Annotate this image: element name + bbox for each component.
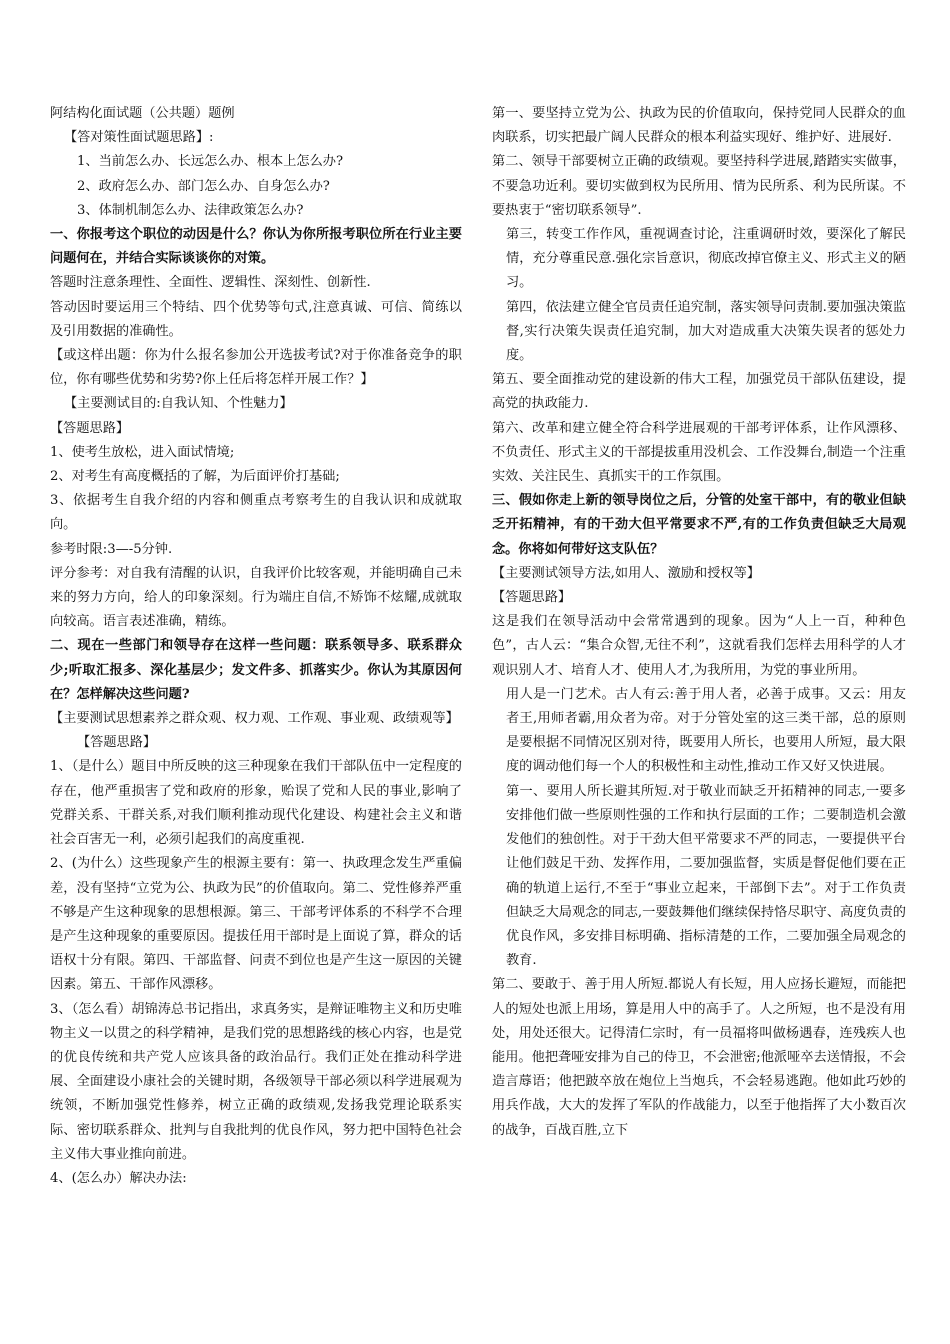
list-item: 1、使考生放松，进入面试情境;: [50, 444, 235, 460]
paragraph: 【主要测试目的:自我认知、个性魅力】: [64, 396, 293, 412]
paragraph: 第四，依法建立健全官员责任追究制，落实领导问责制.要加强决策监督,实行决策失误责任追究制，加大对造成重大决策失误者的惩处力度。: [506, 299, 906, 364]
paragraph: 【或这样出题：你为什么报名参加公开选拔考试?对于你准备竞争的职位，你有哪些优势和劣势?你上任后将怎样开展工作？】: [50, 348, 462, 388]
right-column: [492, 102, 906, 1143]
paragraph: 【主要测试领导方法,如用人、激励和授权等】: [492, 565, 760, 581]
question-heading: 三、假如你走上新的领导岗位之后，分管的处室干部中，有的敬业但缺乏开拓精神，有的干劲大但平常要求不严,有的工作负责但缺乏大局观念。你将如何带好这支队伍？: [492, 493, 906, 557]
paragraph: 【答对策性面试题思路】:: [64, 130, 214, 146]
paragraph: 第五、要全面推动党的建设新的伟大工程，加强党员干部队伍建设，提高党的执政能力.: [492, 372, 906, 412]
question-heading: 二、现在一些部门和领导存在这样一些问题：联系领导多、联系群众少;听取汇报多、深化基层少；发文件多、抓落实少。你认为其原因何在？怎样解决这些问题?: [50, 638, 462, 702]
paragraph: 1、（是什么）题目中所反映的这三种现象在我们干部队伍中一定程度的存在，他严重损害了党和政府的形象，贻误了党和人民的事业,影响了党群关系、干群关系,对我们顺利推动现代化建设、构建社会主义和谐社会百害无一利，必须引起我们的高度重视.: [50, 759, 462, 848]
paragraph: 【答题思路】: [50, 420, 130, 436]
paragraph: 2、(为什么）这些现象产生的根源主要有：第一、执政理念发生严重偏差，没有坚持“立党为公、执政为民”的价值取向。第二、党性修养严重不够是产生这种现象的思想根源。第三、干部考评体系的不科学不合理是产生这种现象的重要原因。提拔任用干部时是上面说了算，群众的话语权十分有限。第四、干部监督、问责不到位也是产生这一原因的关键因素。第五、干部作风漂移。: [50, 856, 462, 993]
list-item: 3、依据考生自我介绍的内容和侧重点考察考生的自我认识和成就取向。: [50, 493, 462, 533]
paragraph: 第三，转变工作作风，重视调查讨论，注重调研时效，要深化了解民情，充分尊重民意.强化宗旨意识，彻底改掉官僚主义、形式主义的陋习。: [506, 227, 906, 291]
paragraph: 阿结构化面试题（公共题）题例: [50, 106, 235, 121]
paragraph: 第一、要坚持立党为公、执政为民的价值取向，保持党同人民群众的血肉联系，切实把最广阔人民群众的根本利益实现好、维护好、进展好.: [492, 106, 906, 146]
list-item: 2、政府怎么办、部门怎么办、自身怎么办?: [77, 178, 330, 194]
paragraph: 4、(怎么办）解决办法:: [50, 1170, 187, 1186]
paragraph: 这是我们在领导活动中会常常遇到的现象。因为“人上一百，种种色色”，古人云：“集合众智,无往不利”，这就看我们怎样去用科学的人才观识别人才、培育人才、使用人才,为我所用，为党的事业所用。: [492, 614, 906, 678]
paragraph: 3、（怎么看）胡锦涛总书记指出，求真务实，是辩证唯物主义和历史唯物主义一以贯之的科学精神，是我们党的思想路线的核心内容，也是党的优良传统和共产党人应该具备的政治品行。我们正处在推动科学进展、全面建设小康社会的关键时期，各级领导干部必须以科学进展观为统领，不断加强党性修养，树立正确的政绩观,发扬我党理论联系实际、密切联系群众、批判与自我批判的优良作风，努力把中国特色社会主义伟大事业推向前进。: [50, 1001, 462, 1162]
paragraph: 第一、要用人所长避其所短.对于敬业而缺乏开拓精神的同志,一要多安排他们做一些原则性强的工作和执行层面的工作；二要制造机会激发他们的独创性。对于干劲大但平常要求不严的同志，一要提供平台让他们鼓足干劲、发挥作用，二要加强监督，实质是督促他们要在正确的轨道上运行,不至于“事业立起来，干部倒下去”。对于工作负责但缺乏大局观念的同志,一要鼓舞他们继续保持恪尽职守、高度负责的优良作风，多安排目标明确、指标清楚的工作，二要加强全局观念的教育.: [506, 783, 906, 969]
paragraph: 第二、领导干部要树立正确的政绩观。要坚持科学进展,踏踏实实做事，不要急功近利。要切实做到权为民所用、情为民所系、利为民所谋。不要热衷于“密切联系领导”.: [492, 154, 906, 218]
list-item: 3、体制机制怎么办、法律政策怎么办?: [77, 202, 304, 218]
paragraph: 【主要测试思想素养之群众观、权力观、工作观、事业观、政绩观等】: [50, 711, 459, 727]
paragraph: 答题时注意条理性、全面性、逻辑性、深刻性、创新性.: [50, 275, 371, 291]
list-item: 1、当前怎么办、长远怎么办、根本上怎么办?: [77, 154, 344, 170]
list-item: 2、对考生有高度概括的了解，为后面评价打基础;: [50, 469, 340, 485]
left-column: [50, 102, 462, 1191]
paragraph: 用人是一门艺术。古人有云:善于用人者，必善于成事。又云：用友者王,用师者霸,用众者为帝。对于分管处室的这三类干部，总的原则是要根据不同情况区别对待，既要用人所长，也要用人所短，最大限度的调动他们每一个人的积极性和主动性,推动工作又好又快进展。: [506, 686, 906, 775]
paragraph: 答动因时要运用三个特结、四个优势等句式,注意真诚、可信、简练以及引用数据的准确性。: [50, 299, 462, 339]
question-heading: 一、你报考这个职位的动因是什么？你认为你所报考职位所在行业主要问题何在，并结合实际谈谈你的对策。: [50, 227, 462, 267]
paragraph: 参考时限:3—-5分钟.: [50, 541, 173, 557]
paragraph: 评分参考：对自我有清醒的认识，自我评价比较客观，并能明确自己未来的努力方向，给人的印象深刻。行为端庄自信,不矫饰不炫耀,成就取向较高。语言表述准确，精练。: [50, 565, 462, 630]
paragraph: 【答题思路】: [492, 590, 572, 606]
paragraph: 【答题思路】: [77, 735, 157, 751]
paragraph: 第六、改革和建立健全符合科学进展观的干部考评体系，让作风漂移、不负责任、形式主义的干部提拔重用没机会、工作没舞台,制造一个注重实效、关注民生、真抓实干的工作氛围。: [492, 420, 906, 485]
paragraph: 第二、要敢于、善于用人所短.都说人有长短，用人应扬长避短，而能把人的短处也派上用场，算是用人中的高手了。人之所短，也不是没有用处，用处还很大。记得清仁宗时，有一员福将叫做杨遇春，连残疾人也能用。他把聋哑安排为自己的侍卫，不会泄密;他派哑卒去送情报，不会造言蓐语；他把跛卒放在炮位上当炮兵，不会轻易逃跑。他如此巧妙的用兵作战，大大的发挥了军队的作战能力，以至于他指挥了大小数百次的战争，百战百胜,立下: [492, 977, 906, 1138]
